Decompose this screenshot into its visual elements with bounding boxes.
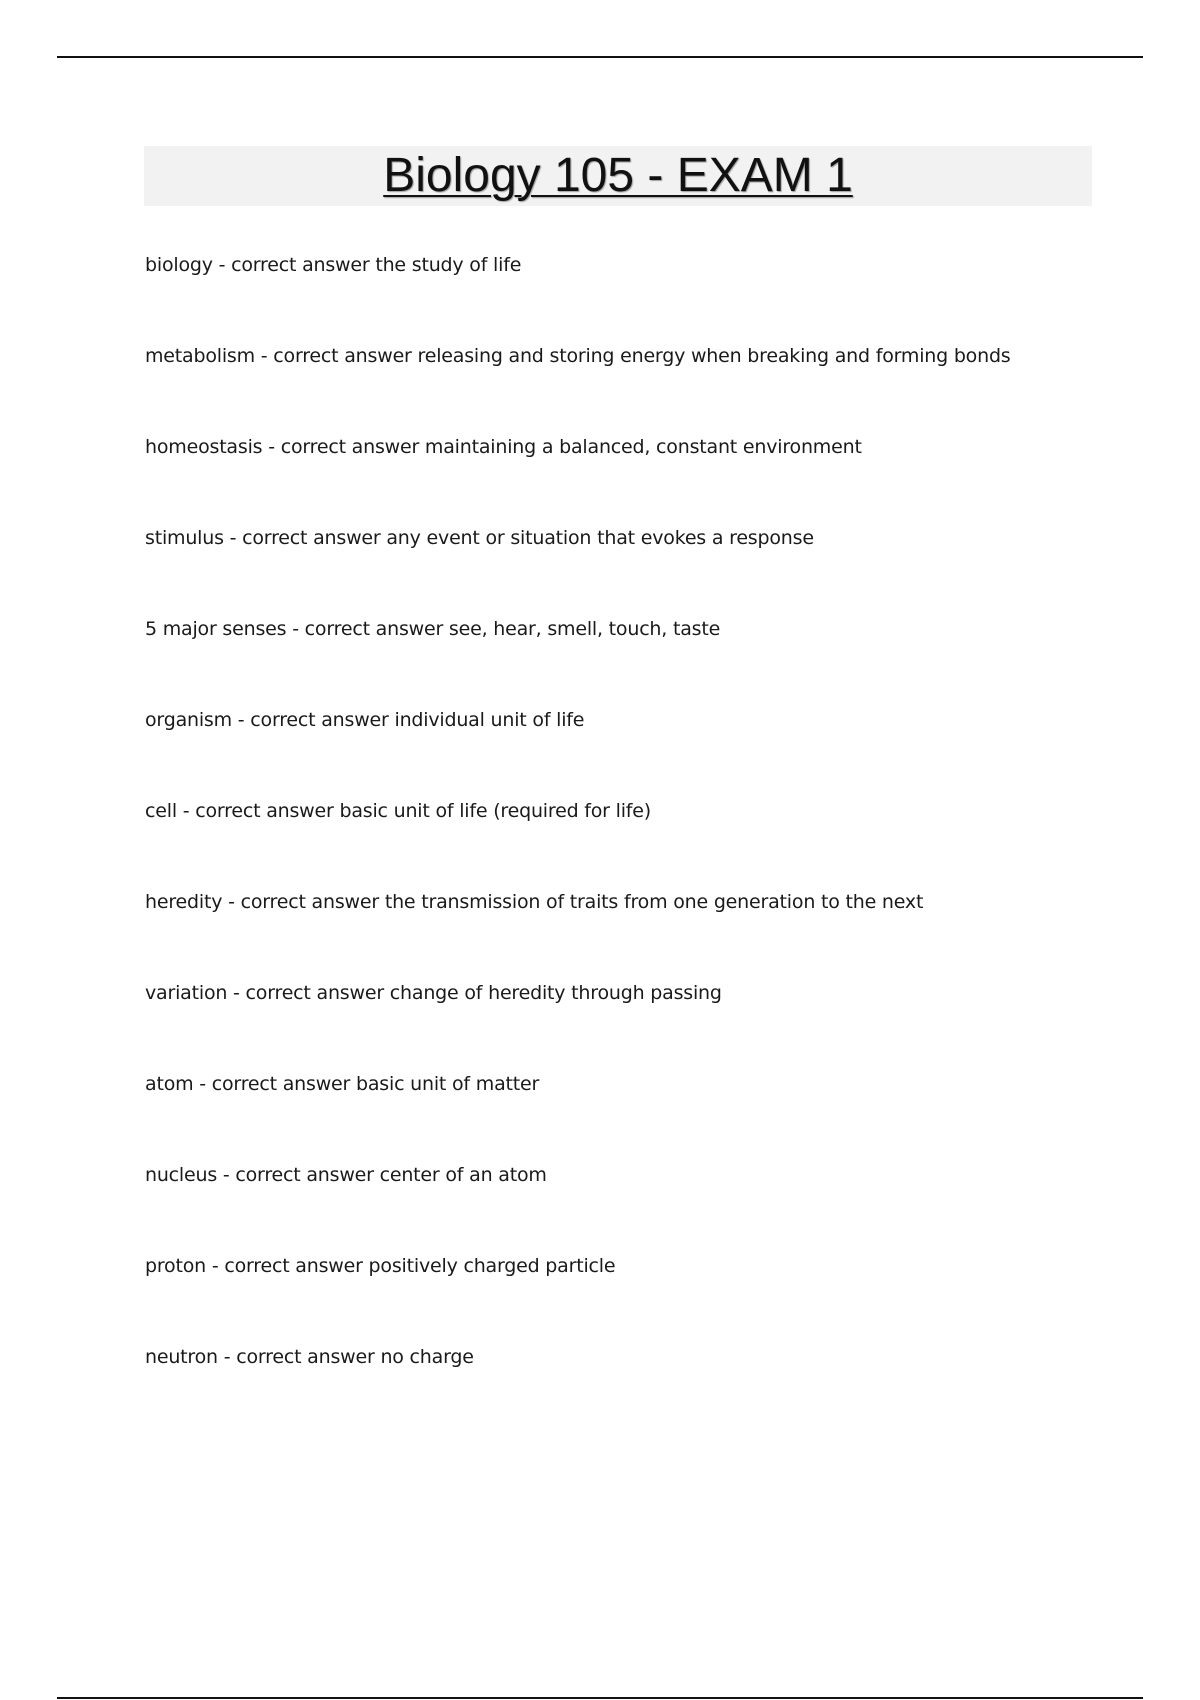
definition-item: stimulus - correct answer any event or situation that evokes a response [145, 527, 814, 549]
definition-item: organism - correct answer individual unit of life [145, 709, 585, 731]
definition-item: metabolism - correct answer releasing and storing energy when breaking and forming bonds [145, 345, 1011, 367]
definition-item: homeostasis - correct answer maintaining a balanced, constant environment [145, 436, 862, 458]
definition-item: proton - correct answer positively charged particle [145, 1255, 616, 1277]
definition-item: variation - correct answer change of heredity through passing [145, 982, 722, 1004]
definition-item: cell - correct answer basic unit of life (required for life) [145, 800, 651, 822]
definition-item: nucleus - correct answer center of an atom [145, 1164, 547, 1186]
definition-item: neutron - correct answer no charge [145, 1346, 474, 1368]
definition-item: 5 major senses - correct answer see, hear, smell, touch, taste [145, 618, 721, 640]
top-rule [57, 56, 1143, 58]
bottom-rule [57, 1697, 1143, 1699]
definition-list [145, 252, 1145, 1435]
title-band [144, 146, 1092, 206]
definition-item: atom - correct answer basic unit of matter [145, 1073, 540, 1095]
page-title: Biology 105 - EXAM 1 [383, 149, 853, 202]
definition-item: biology - correct answer the study of life [145, 254, 522, 276]
definition-item: heredity - correct answer the transmission of traits from one generation to the next [145, 891, 924, 913]
